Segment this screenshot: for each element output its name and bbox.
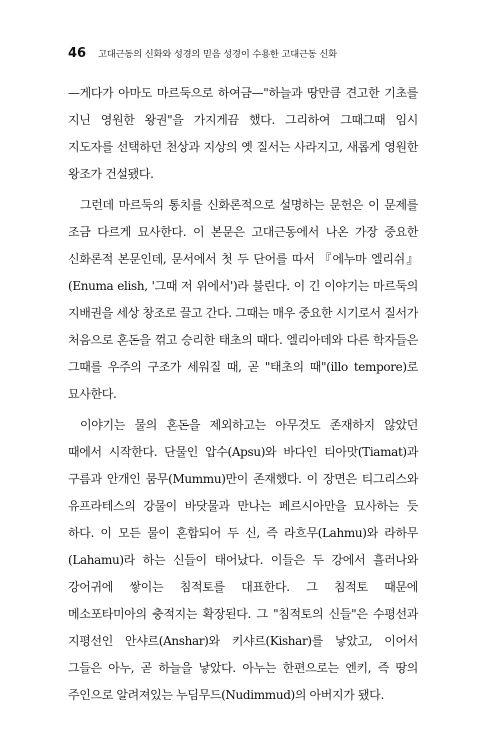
- body-text: [68, 80, 418, 709]
- paragraph: —게다가 아마도 마르둑으로 하여금—"하늘과 땅만큼 견고한 기초를 지닌 영원한 왕권"을 가지게끔 했다. 그리하여 그때그때 임시 지도자를 선택하던 천상과 지상의 옛 질서는 사라지고, 새롭게 영원한 왕조가 건설됐다.: [68, 86, 418, 181]
- running-head: [68, 46, 448, 64]
- page-number: 46: [68, 46, 87, 61]
- running-head-title: 고대근동의 신화와 성경의 믿음 성경이 수용한 고대근동 신화: [98, 49, 337, 60]
- paragraph: 그런데 마르둑의 통치를 신화론적으로 설명하는 문헌은 이 문제를 조금 다르게 묘사한다. 이 본문은 고대근동에서 나온 가장 중요한 신화론적 본문인데, 문서에서 첫 두 단어를 따서 『에누마 엘리쉬』(Enuma elish, '그때 저 위에서')라 불린다. 이 긴 이야기는 마르둑의 지배권을 세상 창조로 끌고 간다. 그때는 매우 중요한 시기로서 질서가 처음으로 혼돈을 꺾고 승리한 태초의 때다. 엘리아데와 다른 학자들은 그때를 우주의 구조가 세워질 때, 곧 "태초의 때"(illo tempore)로 묘사한다.: [68, 198, 418, 401]
- paragraph: 이야기는 물의 혼돈을 제외하고는 아무것도 존재하지 않았던 때에서 시작한다. 단물인 압수(Apsu)와 바다인 티아맛(Tiamat)과 구름과 안개인 뭄무(Mummu)만이 존재했다. 이 장면은 티그리스와 유프라테스의 강물이 바닷물과 만나는 페르시아만을 묘사하는 듯 하다. 이 모든 물이 혼합되어 두 신, 즉 라흐무(Lahmu)와 라하무(Lahamu)라 하는 신들이 태어났다. 이들은 두 강에서 흘러나와 강어귀에 쌓이는 침적토를 대표한다. 그 침적토 때문에 메소포타미아의 충적지는 확장된다. 그 "침적토의 신들"은 수평선과 지평선인 안샤르(Anshar)와 키샤르(Kishar)를 낳았고, 이어서 그들은 아누, 곧 하늘을 낳았다. 아누는 한편으로는 엔키, 즉 땅의 주인으로 알려져있는 누딤무드(Nudimmud)의 아버지가 됐다.: [68, 418, 418, 702]
